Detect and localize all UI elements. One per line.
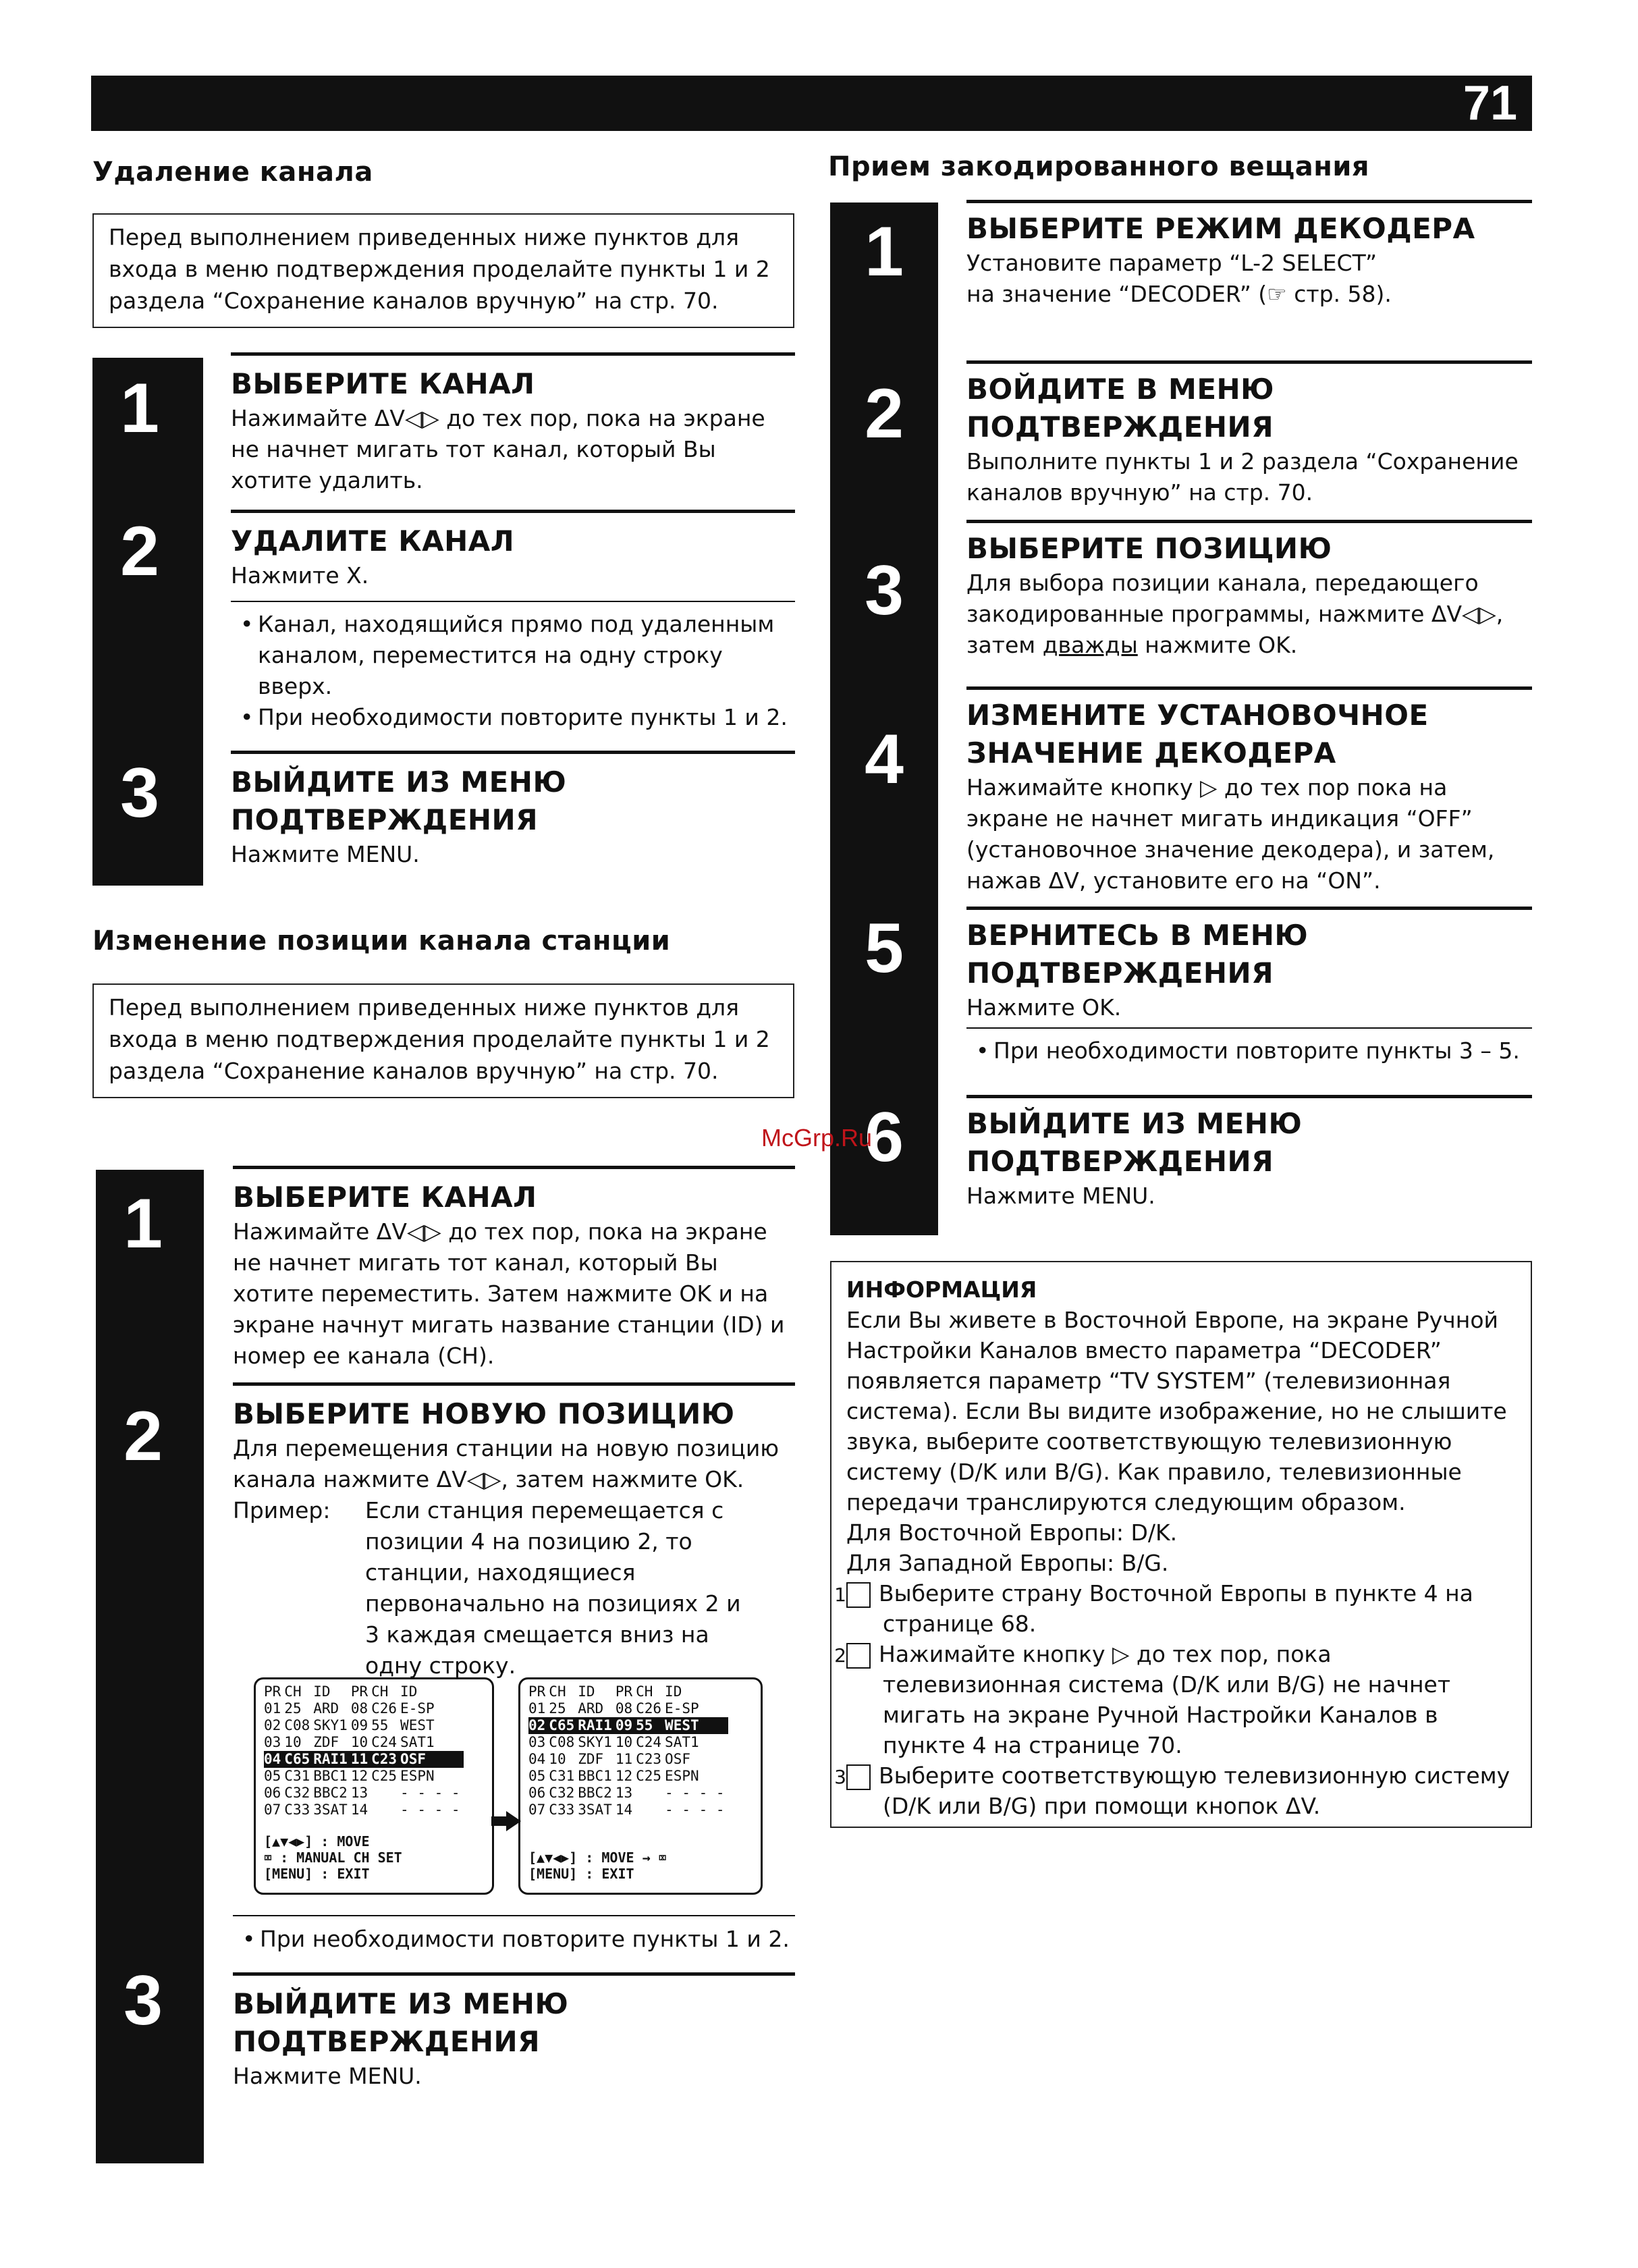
step-text: Нажимайте ΔV◁▷ до тех пор, пока на экране не начнет мигать тот канал, который Вы хотите переместить. Затем нажмите OK и на экране начнут мигать название станции (ID) и номер ее канала (CH).: [233, 1218, 785, 1369]
table-cell: [371, 1802, 400, 1818]
info-item-text: Нажимайте кнопку ▷ до тех пор, пока телевизионная система (D/K или B/G) не начнет мигать на экране Ручной Настройки Каналов в пункте 4 на странице 70.: [879, 1641, 1451, 1758]
table-cell: WEST: [665, 1717, 728, 1734]
column-header: CH: [636, 1683, 653, 1700]
table-cell: C31: [549, 1768, 575, 1784]
watermark: McGrp.Ru: [761, 1124, 873, 1152]
step-number: 2: [865, 375, 904, 453]
step-rule: [966, 907, 1532, 910]
decoder-step-6: [966, 1095, 1532, 1212]
move-divider: [233, 1915, 795, 1916]
table-cell: 08: [615, 1700, 633, 1717]
osd-screen-before: [254, 1677, 494, 1895]
table-cell: SAT1: [400, 1734, 435, 1750]
step-heading: ВЕРНИТЕСЬ В МЕНЮ ПОДТВЕРЖДЕНИЯ: [966, 919, 1309, 990]
table-header-row: [264, 1683, 464, 1700]
table-cell: 02: [528, 1717, 549, 1734]
table-cell: 07: [264, 1802, 281, 1818]
move-steps-bar: [96, 1170, 204, 2163]
table-cell: C33: [284, 1802, 310, 1818]
table-row: [264, 1785, 464, 1802]
column-header: PR: [350, 1683, 368, 1700]
delete-step-2: [231, 510, 795, 733]
example-label: Пример:: [233, 1497, 331, 1523]
column-header: PR: [264, 1683, 281, 1700]
decoder-steps-bar: [830, 202, 938, 1235]
step-text-part: Для выбора позиции канала, передающего закодированные программы, нажмите ΔV◁▷, затем: [966, 570, 1504, 658]
move-step-2: [233, 1382, 795, 1681]
example-text: Если станция перемещается с позиции 4 на позицию 2, то станции, находящиеся первоначально на позициях 2 и 3 каждая смещается вниз на одну строку.: [365, 1497, 741, 1679]
step-number: 6: [865, 1098, 904, 1177]
column-header: PR: [615, 1683, 633, 1700]
step-rule: [233, 1382, 795, 1386]
step-text: Нажимайте кнопку ▷ до тех пор пока на экране не начнет мигать индикация “OFF” (установочное значение декодера), и затем, нажав ΔV, установите его на “ON”.: [966, 774, 1495, 894]
delete-bullets: [231, 609, 795, 733]
table-cell: C32: [284, 1785, 310, 1801]
step-rule: [233, 1166, 795, 1169]
table-cell: 14: [350, 1802, 368, 1818]
table-cell: 01: [528, 1700, 546, 1717]
step-rule: [966, 200, 1532, 203]
table-cell: E-SP: [665, 1700, 699, 1717]
table-cell: OSF: [400, 1751, 464, 1768]
screen-hints: [528, 1850, 753, 1882]
screen-hint: [MENU] : EXIT: [264, 1866, 370, 1882]
table-cell: ZDF: [578, 1751, 604, 1767]
table-cell: [636, 1785, 665, 1802]
step-text: Нажимайте ΔV◁▷ до тех пор, пока на экране не начнет мигать тот канал, который Вы хотите удалить.: [231, 405, 765, 493]
step-number: 3: [124, 1962, 163, 2040]
table-cell: C31: [284, 1768, 310, 1784]
table-cell: 13: [615, 1785, 633, 1801]
screen-hint: [▲▼◀▶] : MOVE → ⌧: [528, 1850, 667, 1866]
decoder-step-4: [966, 686, 1532, 896]
table-cell: RAI1: [313, 1751, 351, 1768]
step-rule: [966, 360, 1532, 364]
table-cell: C25: [636, 1768, 662, 1784]
table-cell: 25: [549, 1700, 566, 1717]
table-cell: 11: [351, 1751, 371, 1768]
table-cell: E-SP: [400, 1700, 435, 1717]
table-cell: 55: [636, 1717, 665, 1734]
step-rule: [233, 1972, 795, 1976]
step-text: Нажмите MENU.: [233, 2063, 422, 2089]
table-cell: 03: [528, 1734, 546, 1750]
table-cell: C65: [549, 1717, 578, 1734]
table-cell: 03: [264, 1734, 281, 1750]
table-row: [264, 1700, 464, 1717]
step-number: 1: [120, 369, 159, 448]
table-cell: C08: [549, 1734, 575, 1750]
step-heading: ВЫБЕРИТЕ РЕЖИМ ДЕКОДЕРА: [966, 212, 1475, 245]
delete-note: Перед выполнением приведенных ниже пунктов для входа в меню подтверждения проделайте пункты 1 и 2 раздела “Сохранение каналов вручную” на стр. 70.: [92, 213, 794, 328]
table-cell: 09: [616, 1717, 636, 1734]
step-heading: ИЗМЕНИТЕ УСТАНОВОЧНОЕ ЗНАЧЕНИЕ ДЕКОДЕРА: [966, 699, 1429, 770]
table-cell: C26: [636, 1700, 662, 1717]
table-cell: C32: [549, 1785, 575, 1801]
table-cell: - - - -: [665, 1785, 725, 1801]
table-cell: 01: [264, 1700, 281, 1717]
list-item: • При необходимости повторите пункты 1 и 2.: [233, 1924, 822, 1955]
table-cell: SKY1: [313, 1717, 348, 1733]
table-cell: 06: [264, 1785, 281, 1801]
move-step-3: [233, 1972, 795, 2092]
table-cell: 09: [350, 1717, 368, 1733]
table-cell: C08: [284, 1717, 310, 1733]
table-row: [264, 1734, 464, 1751]
step-heading: УДАЛИТЕ КАНАЛ: [231, 524, 515, 558]
column-header: ID: [400, 1683, 418, 1700]
emphasis-text: дважды: [1042, 632, 1138, 658]
step-text: Нажмите OK.: [966, 994, 1122, 1021]
info-item: [834, 1639, 1516, 1760]
step-number-box: 3: [846, 1764, 871, 1790]
info-item: [834, 1760, 1516, 1821]
table-cell: 10: [615, 1734, 633, 1750]
table-row: [528, 1768, 728, 1785]
step-rule: [966, 1095, 1532, 1098]
screen-hint: ⌧ : MANUAL CH SET: [264, 1850, 402, 1866]
info-item: [834, 1578, 1516, 1639]
step-rule: [231, 510, 795, 513]
table-cell: C24: [371, 1734, 398, 1750]
table-cell: 05: [264, 1768, 281, 1784]
table-cell: 10: [284, 1734, 302, 1750]
table-cell: SAT1: [665, 1734, 699, 1750]
table-cell: C24: [636, 1734, 662, 1750]
table-cell: SKY1: [578, 1734, 612, 1750]
step-heading: ВЫЙДИТЕ ИЗ МЕНЮ ПОДТВЕРЖДЕНИЯ: [966, 1107, 1303, 1178]
decoder-step-5: [966, 907, 1532, 1066]
table-cell: C25: [371, 1768, 398, 1784]
table-cell: 12: [615, 1768, 633, 1784]
decoder-step-1: [966, 200, 1532, 310]
info-item-text: Выберите соответствующую телевизионную систему (D/K или B/G) при помощи кнопок ΔV.: [879, 1762, 1510, 1819]
step-number: 3: [120, 754, 159, 832]
table-cell: ARD: [578, 1700, 604, 1717]
osd-screen-after: [518, 1677, 763, 1895]
column-header: ID: [578, 1683, 595, 1700]
step-number-box: 1: [846, 1582, 871, 1608]
screen-hint: [▲▼◀▶] : MOVE: [264, 1833, 370, 1850]
table-cell: C23: [371, 1751, 400, 1768]
decoder-step-2: [966, 360, 1532, 508]
step-divider: [966, 1027, 1532, 1029]
step-text-part: нажмите OK.: [1137, 632, 1298, 658]
step-text: Нажмите MENU.: [966, 1183, 1155, 1209]
step-divider: [231, 601, 795, 602]
table-cell: - - - -: [400, 1785, 460, 1801]
step-number: 1: [124, 1185, 163, 1263]
step-number: 1: [865, 213, 904, 291]
table-cell: 10: [549, 1751, 566, 1767]
step-number: 5: [865, 909, 904, 988]
table-cell: C65: [284, 1751, 313, 1768]
table-cell: 55: [371, 1717, 389, 1733]
table-cell: 13: [350, 1785, 368, 1801]
table-row: [528, 1785, 728, 1802]
table-cell: 05: [528, 1768, 546, 1784]
page-header-bar: [91, 76, 1532, 131]
table-cell: WEST: [400, 1717, 435, 1733]
table-cell: ARD: [313, 1700, 339, 1717]
table-cell: 04: [528, 1751, 546, 1767]
arrow-right-icon: [491, 1811, 521, 1831]
table-cell: BBC2: [313, 1785, 348, 1801]
info-box: [830, 1261, 1532, 1828]
info-east: Для Восточной Европы: D/K.: [846, 1519, 1178, 1546]
step-number: 4: [865, 720, 904, 799]
table-cell: C23: [636, 1751, 662, 1767]
section-title-decoder: Прием закодированного вещания: [828, 151, 1370, 182]
table-cell: BBC1: [578, 1768, 612, 1784]
step-heading: ВЫБЕРИТЕ НОВУЮ ПОЗИЦИЮ: [233, 1397, 735, 1430]
list-item: • Канал, находящийся прямо под удаленным каналом, переместится на одну строку вверх.: [231, 609, 795, 702]
step-text: Установите параметр “L-2 SELECT” на значение “DECODER” (☞ стр. 58).: [966, 250, 1392, 307]
column-header: PR: [528, 1683, 546, 1700]
table-row: [264, 1717, 464, 1734]
info-title: ИНФОРМАЦИЯ: [846, 1276, 1037, 1303]
step-number: 3: [865, 551, 904, 630]
step-rule: [966, 520, 1532, 523]
table-cell: BBC1: [313, 1768, 348, 1784]
table-cell: RAI1: [578, 1717, 616, 1734]
table-row: [528, 1717, 728, 1734]
table-row: [264, 1751, 464, 1768]
step-heading: ВЫБЕРИТЕ КАНАЛ: [231, 367, 535, 400]
step-heading: ВЫБЕРИТЕ КАНАЛ: [233, 1181, 537, 1214]
table-cell: [636, 1802, 665, 1818]
screen-hint: [MENU] : EXIT: [528, 1866, 634, 1882]
table-cell: - - - -: [665, 1802, 725, 1818]
column-header: ID: [313, 1683, 331, 1700]
move-note: Перед выполнением приведенных ниже пунктов для входа в меню подтверждения проделайте пункты 1 и 2 раздела “Сохранение каналов вручную” на стр. 70.: [92, 983, 794, 1098]
step-text: Для перемещения станции на новую позицию канала нажмите ΔV◁▷, затем нажмите OK.: [233, 1435, 780, 1492]
move-step-1: [233, 1166, 795, 1372]
table-cell: BBC2: [578, 1785, 612, 1801]
example: [233, 1495, 795, 1681]
step-text: Выполните пункты 1 и 2 раздела “Сохранение каналов вручную” на стр. 70.: [966, 448, 1519, 506]
delete-steps-bar: [92, 358, 203, 886]
step-text: Нажмите X.: [231, 562, 369, 589]
step-number: 2: [124, 1397, 163, 1476]
table-header-row: [528, 1683, 728, 1700]
table-row: [528, 1734, 728, 1751]
info-west: Для Западной Европы: B/G.: [846, 1550, 1169, 1576]
decoder-step-3: [966, 520, 1532, 661]
step-number: 2: [120, 512, 159, 591]
step-rule: [231, 352, 795, 356]
column-header: CH: [371, 1683, 389, 1700]
column-header: CH: [284, 1683, 302, 1700]
table-cell: 07: [528, 1802, 546, 1818]
table-cell: - - - -: [400, 1802, 460, 1818]
step-heading: ВЫЙДИТЕ ИЗ МЕНЮ ПОДТВЕРЖДЕНИЯ: [231, 765, 567, 836]
page-number: 71: [1463, 76, 1517, 130]
table-cell: ESPN: [400, 1768, 435, 1784]
channel-table-before: [264, 1683, 464, 1818]
table-cell: ESPN: [665, 1768, 699, 1784]
step-text: [966, 568, 1532, 661]
table-cell: 14: [615, 1802, 633, 1818]
table-cell: [371, 1785, 400, 1802]
step-rule: [966, 686, 1532, 690]
step-heading: ВЫЙДИТЕ ИЗ МЕНЮ ПОДТВЕРЖДЕНИЯ: [233, 1987, 569, 2058]
section-title-move: Изменение позиции канала станции: [92, 925, 671, 956]
table-cell: 25: [284, 1700, 302, 1717]
list-item: • При необходимости повторите пункты 3 – 5.: [966, 1035, 1532, 1066]
table-row: [528, 1802, 728, 1818]
step-heading: ВЫБЕРИТЕ ПОЗИЦИЮ: [966, 532, 1332, 565]
table-row: [264, 1802, 464, 1818]
table-cell: 3SAT: [578, 1802, 612, 1818]
table-cell: OSF: [665, 1751, 690, 1767]
screen-hints: [264, 1833, 484, 1882]
delete-step-3: [231, 751, 795, 870]
table-cell: C26: [371, 1700, 398, 1717]
table-cell: 11: [615, 1751, 633, 1767]
table-row: [264, 1768, 464, 1785]
table-cell: ZDF: [313, 1734, 339, 1750]
step-heading: ВОЙДИТЕ В МЕНЮ ПОДТВЕРЖДЕНИЯ: [966, 373, 1274, 443]
info-item-text: Выберите страну Восточной Европы в пункте 4 на странице 68.: [879, 1580, 1473, 1637]
table-cell: 08: [350, 1700, 368, 1717]
section-title-delete: Удаление канала: [92, 157, 373, 188]
table-row: [528, 1700, 728, 1717]
table-cell: 3SAT: [313, 1802, 348, 1818]
step-text: Нажмите MENU.: [231, 841, 420, 867]
channel-table-after: [528, 1683, 728, 1818]
table-cell: 02: [264, 1717, 281, 1733]
step-number-box: 2: [846, 1643, 871, 1669]
column-header: ID: [665, 1683, 682, 1700]
list-item: • При необходимости повторите пункты 1 и 2.: [231, 702, 795, 733]
step-rule: [231, 751, 795, 754]
delete-step-1: [231, 352, 795, 496]
table-cell: C33: [549, 1802, 575, 1818]
table-row: [528, 1751, 728, 1768]
column-header: CH: [549, 1683, 566, 1700]
table-cell: 10: [350, 1734, 368, 1750]
table-cell: 04: [264, 1751, 284, 1768]
info-body: Если Вы живете в Восточной Европе, на экране Ручной Настройки Каналов вместо параметра “DECODER” появляется параметр “TV SYSTEM” (телевизионная система). Если Вы видите изображение, но не слышите звука, выберите соответствующую телевизионную систему (D/K или B/G). Как правило, телевизионные передачи транслируются следующим образом.: [846, 1307, 1507, 1515]
table-cell: 12: [350, 1768, 368, 1784]
table-cell: 06: [528, 1785, 546, 1801]
